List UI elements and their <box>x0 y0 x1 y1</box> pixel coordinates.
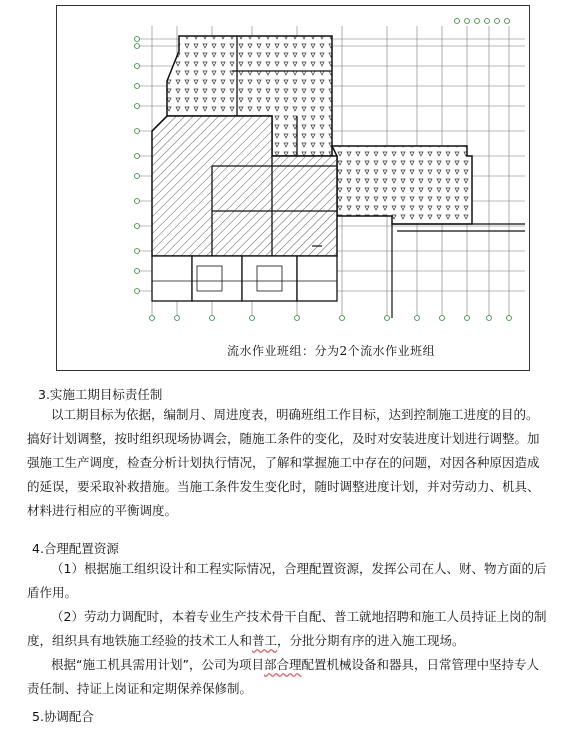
construction-plan-figure <box>56 5 530 371</box>
para3-text-b: 配置机械设备和器具，日常管理中坚持专人责任制、持证上岗证和定期保养保修制。 <box>27 657 539 696</box>
section-4-paragraph-1: （1）根据施工组织设计和工程实际情况，合理配置资源，发挥公司在人、财、物方面的后盾作用。 <box>27 561 547 600</box>
para3-underlined: 部合理 <box>263 657 302 672</box>
para2-underlined: 普工 <box>252 633 278 648</box>
section-4-heading: 4.合理配置资源 <box>32 541 119 556</box>
figure-caption: 流水作业班组：分为2个流水作业班组 <box>227 344 436 358</box>
section-3-paragraph: 以工期目标为依据，编制月、周进度表，明确班组工作目标，达到控制施工进度的目的。搞好计划调整，按时组织现场协调会，随施工条件的变化，及时对安装进度计划进行调整。加强施工生产调度，检查分析计划执行情况，了解和掌握施工中存在的问题，对因各种原因造成的延误，要采取补救措施。当施工条件发生变化时，随时调整进度计划，并对劳动力、机具、材料进行相应的平衡调度。 <box>27 407 540 518</box>
para2-text-a: （2）劳动力调配时，本着专业生产技术骨干自配、普工就地招聘和施工人员持证上岗的制度，组织具有地铁施工经验的技术工人和 <box>27 609 547 648</box>
para3-text-a: 根据“施工机具需用计划”，公司为项目 <box>51 657 264 672</box>
para2-text-b: ，分批分期有序的进入施工现场。 <box>277 633 465 648</box>
section-4-paragraph-3 <box>27 653 547 701</box>
section-3-heading: 3.实施工期目标责任制 <box>38 387 163 402</box>
site-plan-drawing <box>57 6 531 372</box>
section-5-heading: 5.协调配合 <box>32 709 94 724</box>
section-4-paragraph-2 <box>27 605 547 653</box>
